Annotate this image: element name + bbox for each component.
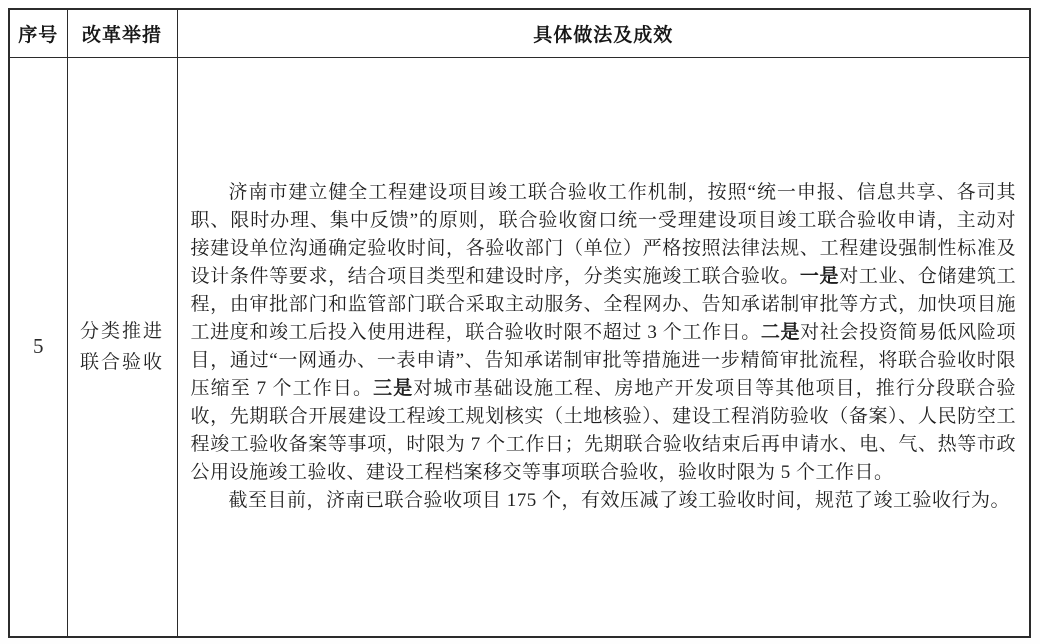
p1-marker-third: 三是 [373,377,414,399]
detail-paragraph-1 [191,179,1017,487]
header-col-measure: 改革举措 [67,9,177,57]
header-col-detail: 具体做法及成效 [177,9,1030,57]
p1-second-item-text: 对社会投资简易低风险项目，通过“一网通办、一表申请”、告知承诺制审批等措施进一步精简审批流程，将联合验收时限压缩至 7 个工作日。 [190,321,1016,399]
measure-line-2: 联合验收 [79,351,164,373]
p1-first-item-text: 对工业、仓储建筑工程，由审批部门和监管部门联合采取主动服务、全程网办、告知承诺制审批等方式，加快项目施工进度和竣工后投入使用进程，联合验收时限不超过 3 个工作日。 [190,265,1016,343]
p1-marker-second: 二是 [760,321,801,343]
detail-text-block [178,179,1030,515]
p1-intro-text: 济南市建立健全工程建设项目竣工联合验收工作机制，按照“统一申报、信息共享、各司其职、限时办理、集中反馈”的原则，联合验收窗口统一受理建设项目竣工联合验收申请，主动对接建设单位沟通确定验收时间，各验收部门（单位）严格按照法律法规、工程建设强制性标准及设计条件等要求，结合项目类型和建设时序，分类实施竣工联合验收。 [190,181,1016,287]
row-measure-cell [67,57,177,637]
header-col-number: 序号 [9,9,67,57]
detail-paragraph-2: 截至目前，济南已联合验收项目 175 个，有效压减了竣工验收时间，规范了竣工验收行为。 [228,489,1011,511]
row-number-cell: 5 [9,57,67,637]
table-row [9,57,1030,637]
p1-third-item-text: 对城市基础设施工程、房地产开发项目等其他项目，推行分段联合验收，先期联合开展建设工程竣工规划核实（土地核验）、建设工程消防验收（备案）、人民防空工程竣工验收备案等事项，时限为 7 个工作日；先期联合验收结束后再申请水、电、气、热等市政公用设施竣工验收、建设工程档案移交等事项联合验收，验收时限为 5 个工作日。 [190,377,1016,483]
row-detail-cell [177,57,1030,637]
reform-measures-table [8,8,1031,638]
measure-line-1: 分类推进 [79,320,164,342]
p1-marker-first: 一是 [799,265,840,287]
table-header-row [9,9,1030,57]
